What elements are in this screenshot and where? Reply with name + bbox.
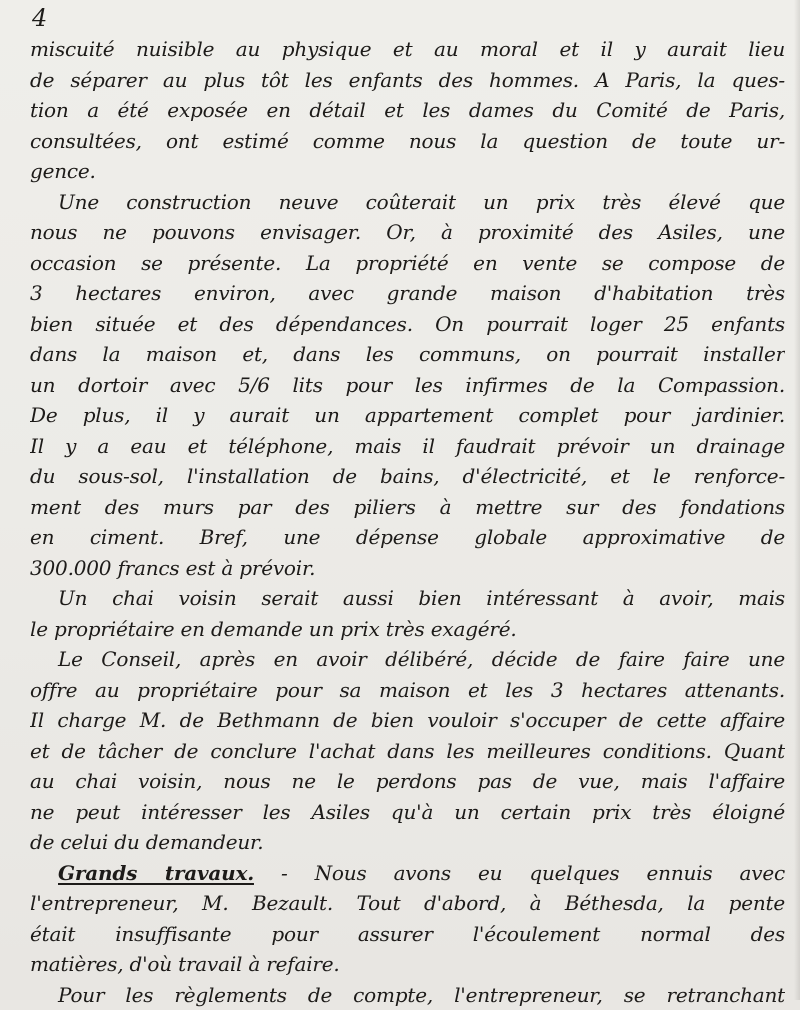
text-line: Un chai voisin serait aussi bien intéressant à avoir, mais [30,583,785,614]
text-line: De plus, il y aurait un appartement complet pour jardinier. [30,400,785,431]
text-line: le propriétaire en demande un prix très exagéré. [30,614,785,645]
text-line: de séparer au plus tôt les enfants des hommes. A Paris, la ques- [30,65,785,96]
manuscript-text [30,34,785,1010]
text-line: au chai voisin, nous ne le perdons pas de vue, mais l'affaire [30,766,785,797]
text-line: Le Conseil, après en avoir délibéré, décide de faire faire une [30,644,785,675]
text-line: un dortoir avec 5/6 lits pour les infirmes de la Compassion. [30,370,785,401]
text-line: Il y a eau et téléphone, mais il faudrait prévoir un drainage [30,431,785,462]
text-line: bien située et des dépendances. On pourrait loger 25 enfants [30,309,785,340]
text-line: Pour les règlements de compte, l'entrepreneur, se retranchant [30,980,785,1010]
text-line: en ciment. Bref, une dépense globale approximative de [30,522,785,553]
text-line: du sous-sol, l'installation de bains, d'électricité, et le renforce- [30,461,785,492]
text-line: consultées, ont estimé comme nous la question de toute ur- [30,126,785,157]
text-line: ne peut intéresser les Asiles qu'à un certain prix très éloigné [30,797,785,828]
text-line: nous ne pouvons envisager. Or, à proximité des Asiles, une [30,217,785,248]
text-line: ment des murs par des piliers à mettre sur des fondations [30,492,785,523]
text-line: gence. [30,156,785,187]
text-line: de celui du demandeur. [30,827,785,858]
text-line: matières, d'où travail à refaire. [30,949,785,980]
text-line: Une construction neuve coûterait un prix très élevé que [30,187,785,218]
section-heading: Grands travaux. [58,861,254,885]
text-line: 300.000 francs est à prévoir. [30,553,785,584]
page-edge-shadow [794,0,800,1000]
text-line: Il charge M. de Bethmann de bien vouloir s'occuper de cette affaire [30,705,785,736]
text-line: tion a été exposée en détail et les dames du Comité de Paris, [30,95,785,126]
text-line: occasion se présente. La propriété en vente se compose de [30,248,785,279]
text-line [30,858,785,889]
text-line: était insuffisante pour assurer l'écoulement normal des [30,919,785,950]
text-line: l'entrepreneur, M. Bezault. Tout d'abord, à Béthesda, la pente [30,888,785,919]
text-line: 3 hectares environ, avec grande maison d'habitation très [30,278,785,309]
text-line-rest: - Nous avons eu quelques ennuis avec [281,861,785,885]
text-line: et de tâcher de conclure l'achat dans les meilleures conditions. Quant [30,736,785,767]
text-line: dans la maison et, dans les communs, on pourrait installer [30,339,785,370]
page-number: 4 [32,4,47,32]
text-line: miscuité nuisible au physique et au moral et il y aurait lieu [30,34,785,65]
text-line: offre au propriétaire pour sa maison et les 3 hectares attenants. [30,675,785,706]
